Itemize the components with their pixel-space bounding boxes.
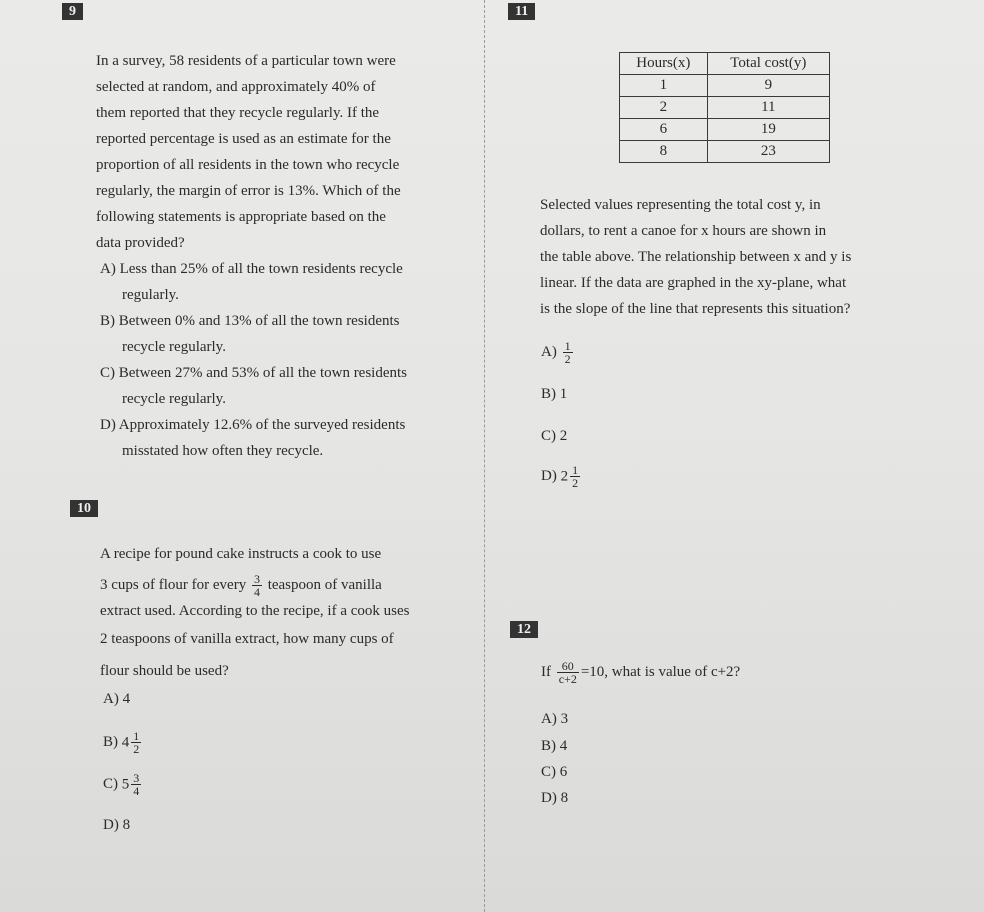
q11-choice-a-numerator: 1 xyxy=(564,339,571,353)
q11-choice-d-numerator: 1 xyxy=(572,463,579,477)
table-cell: 11 xyxy=(707,97,829,119)
table-cell: 6 xyxy=(620,119,708,141)
q11-choice-d-denominator: 2 xyxy=(572,476,579,490)
q12-stem xyxy=(541,660,740,685)
question-12-number: 12 xyxy=(510,621,538,638)
q10-fraction-numerator: 3 xyxy=(253,572,260,586)
q12-choice-b[interactable]: B) 4 xyxy=(541,738,568,754)
q9-choice-a-line2: regularly. xyxy=(122,287,179,303)
table-header-total-cost: Total cost(y) xyxy=(707,53,829,75)
q11-choice-c[interactable]: C) 2 xyxy=(541,428,568,444)
q9-choice-d-line2: misstated how often they recycle. xyxy=(122,443,324,459)
q10-line2-post: teaspoon of vanilla xyxy=(267,576,382,593)
q11-choice-d-label: D) xyxy=(541,467,557,484)
table-cell: 2 xyxy=(620,97,708,119)
q11-choice-b[interactable]: B) 1 xyxy=(541,386,568,402)
q9-line: reported percentage is used as an estimate for the xyxy=(96,131,391,147)
q9-choice-b-line1: B) Between 0% and 13% of all the town residents xyxy=(100,313,400,329)
q9-line: data provided? xyxy=(96,235,185,251)
question-10-number: 10 xyxy=(70,500,98,517)
table-row xyxy=(620,141,830,163)
q12-choice-d[interactable]: D) 8 xyxy=(541,790,569,806)
table-cell: 23 xyxy=(707,141,829,163)
q11-line: the table above. The relationship between x and y is xyxy=(540,249,852,265)
table-header-hours: Hours(x) xyxy=(620,53,708,75)
q11-line: is the slope of the line that represents this situation? xyxy=(540,301,851,317)
q10-choice-b-denominator: 2 xyxy=(133,742,140,756)
q10-line: extract used. According to the recipe, if a cook uses xyxy=(100,603,410,619)
q11-choice-d-whole: 2 xyxy=(560,468,569,485)
q10-fraction-denominator: 4 xyxy=(253,585,260,599)
q10-choice-b-numerator: 1 xyxy=(133,729,140,743)
q9-choice-d-line1: D) Approximately 12.6% of the surveyed residents xyxy=(100,417,406,433)
q10-choice-b-fraction xyxy=(131,730,141,755)
q11-choice-a-label: A) xyxy=(541,343,557,360)
q10-choice-c[interactable] xyxy=(103,772,143,797)
table-header-row xyxy=(620,53,830,75)
q10-line2-pre: 3 cups of flour for every xyxy=(100,576,247,593)
q10-choice-b-whole: 4 xyxy=(121,734,130,751)
q9-line: proportion of all residents in the town who recycle xyxy=(96,157,400,173)
q9-choice-c-line1: C) Between 27% and 53% of all the town residents xyxy=(100,365,408,381)
q11-line: dollars, to rent a canoe for x hours are shown in xyxy=(540,223,827,239)
question-9-number: 9 xyxy=(62,3,83,20)
q10-choice-a[interactable]: A) 4 xyxy=(103,691,131,707)
table-cell: 1 xyxy=(620,75,708,97)
table-cell: 19 xyxy=(707,119,829,141)
table-cell: 9 xyxy=(707,75,829,97)
table-cell: 8 xyxy=(620,141,708,163)
q11-choice-a-denominator: 2 xyxy=(564,352,571,366)
q12-choice-c[interactable]: C) 6 xyxy=(541,764,568,780)
q10-choice-b-label: B) xyxy=(103,733,118,750)
q9-line: regularly, the margin of error is 13%. Which of the xyxy=(96,183,401,199)
q10-choice-b[interactable] xyxy=(103,730,143,755)
q10-line: 2 teaspoons of vanilla extract, how many cups of xyxy=(100,631,394,647)
q12-stem-pre: If xyxy=(541,663,551,680)
q9-choice-c-line2: recycle regularly. xyxy=(122,391,226,407)
q11-choice-a[interactable] xyxy=(541,340,575,365)
q10-line: flour should be used? xyxy=(100,663,229,679)
q9-choice-a-line1: A) Less than 25% of all the town residents recycle xyxy=(100,261,403,277)
q11-choice-d[interactable] xyxy=(541,464,582,489)
q12-fraction-numerator: 60 xyxy=(557,660,579,673)
q12-stem-post: =10, what is value of c+2? xyxy=(580,663,741,680)
q10-line: A recipe for pound cake instructs a cook to use xyxy=(100,546,382,562)
q9-line: them reported that they recycle regularly. If the xyxy=(96,105,380,121)
q10-choice-c-denominator: 4 xyxy=(133,784,140,798)
q10-choice-d[interactable]: D) 8 xyxy=(103,817,131,833)
column-divider xyxy=(484,0,485,912)
q11-choice-d-fraction xyxy=(570,464,580,489)
q10-choice-c-numerator: 3 xyxy=(133,771,140,785)
q12-fraction-denominator: c+2 xyxy=(558,672,577,686)
q11-line: linear. If the data are graphed in the xy-plane, what xyxy=(540,275,847,291)
q11-data-table xyxy=(619,52,830,163)
q10-line-with-fraction xyxy=(100,573,382,598)
q12-choice-a[interactable]: A) 3 xyxy=(541,711,569,727)
q10-choice-c-label: C) xyxy=(103,775,118,792)
q9-line: selected at random, and approximately 40% of xyxy=(96,79,376,95)
q10-fraction xyxy=(252,573,262,598)
q10-choice-c-whole: 5 xyxy=(121,776,130,793)
q11-line: Selected values representing the total cost y, in xyxy=(540,197,821,213)
table-row xyxy=(620,97,830,119)
table-row xyxy=(620,119,830,141)
q11-choice-a-fraction xyxy=(563,340,573,365)
q9-line: In a survey, 58 residents of a particular town were xyxy=(96,53,396,69)
q12-fraction xyxy=(557,660,579,685)
q10-choice-c-fraction xyxy=(131,772,141,797)
table-row xyxy=(620,75,830,97)
q9-line: following statements is appropriate based on the xyxy=(96,209,386,225)
q9-choice-b-line2: recycle regularly. xyxy=(122,339,226,355)
question-11-number: 11 xyxy=(508,3,535,20)
